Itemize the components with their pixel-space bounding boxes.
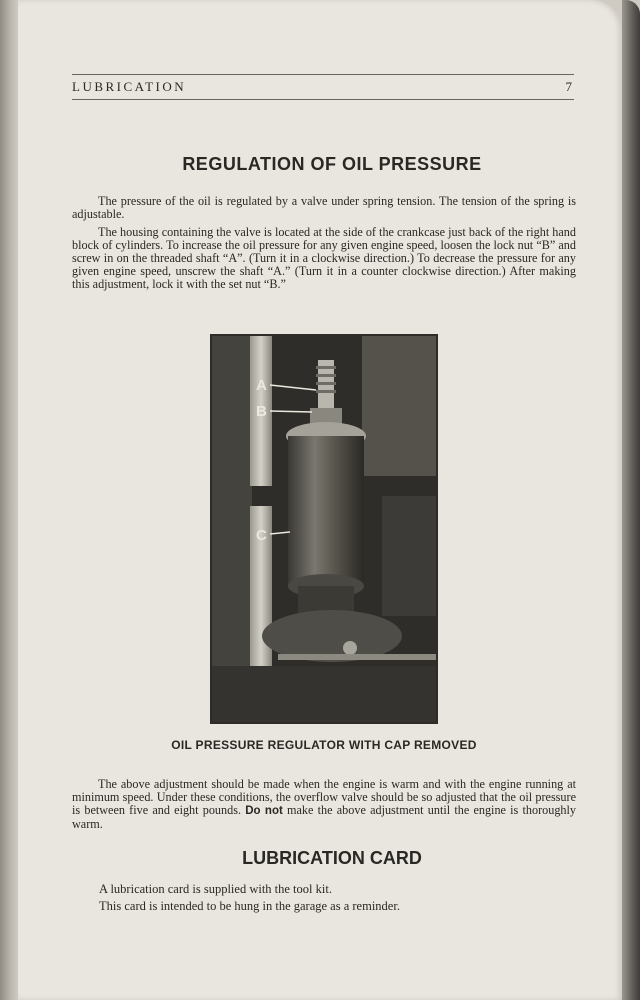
- figure-caption: OIL PRESSURE REGULATOR WITH CAP REMOVED: [171, 738, 477, 752]
- page-edge: [622, 0, 640, 1000]
- lubrication-card-line-1: A lubrication card is supplied with the tool kit.: [99, 882, 332, 896]
- paragraph-3: [72, 778, 576, 831]
- page-number: 7: [565, 79, 572, 94]
- label-a: A: [256, 377, 267, 394]
- lubrication-card-title: LUBRICATION CARD: [242, 848, 422, 868]
- paragraph-1: The pressure of the oil is regulated by a valve under spring tension. The tension of the spring is adjustable.: [72, 194, 576, 221]
- label-b: B: [256, 403, 267, 420]
- running-header: [72, 74, 574, 100]
- header-section-title: LUBRICATION: [72, 79, 187, 94]
- paragraph-3-text-start: The above adjustment should be made when the engine is warm and with the engine running at minimum speed. Under these conditions, the overflow valve should be so adjusted that the oil pressure is between five and eight pounds.: [72, 777, 576, 817]
- paragraph-2: The housing containing the valve is located at the side of the crankcase just back of the right hand block of cylinders. To increase the oil pressure for any given engine speed, loosen the lock nut “B” and screw in on the threaded shaft “A”. (Turn it in a clockwise direction.) To decrease the pressure for any given engine speed, unscrew the shaft “A.” (Turn it in a counter clockwise direction.) After making this adjustment, lock it with the set nut “B.”: [72, 225, 576, 291]
- lubrication-card-line-2: This card is intended to be hung in the garage as a reminder.: [99, 899, 400, 913]
- label-c: C: [256, 527, 267, 544]
- section-title: REGULATION OF OIL PRESSURE: [182, 154, 482, 174]
- paragraph-3-emphasis: Do not: [245, 805, 283, 817]
- paragraph-3-text-end: make the above adjustment until the engine is thoroughly warm.: [72, 803, 576, 831]
- oil-pressure-regulator-photo: [210, 334, 438, 724]
